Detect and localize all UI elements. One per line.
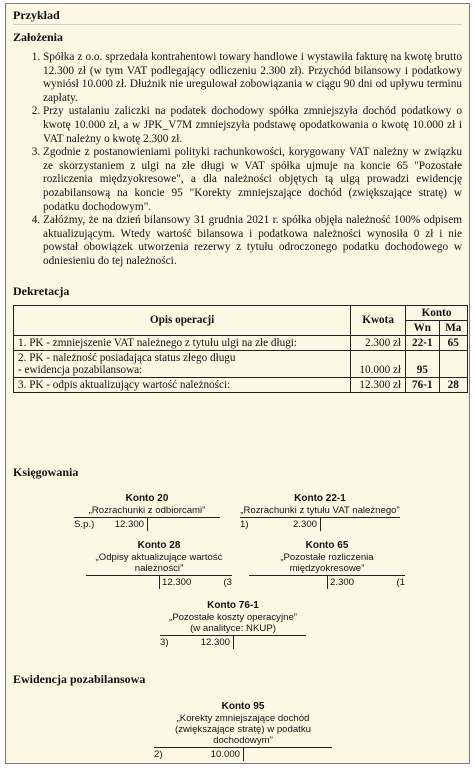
debit-ref: 3) — [160, 637, 169, 648]
account-name: Konto 20 — [125, 493, 169, 504]
account-name: Konto 22-1 — [294, 493, 346, 504]
t-account-divider — [147, 518, 148, 531]
assumption-item: 1. Spółka z o.o. sprzedała kontrahentowi towary handlowe i wystawiła fakturę na kwotę brutto 12.300 zł (w tym VAT podlegający odliczeniu 2.300 zł). Przychód bilansowy i podatkowy wyniósł 10.000 zł. Dłużnik nie uregulował zobowiązania w ciągu 90 dni od upływu terminu zapłaty. — [43, 51, 462, 105]
t-account-line — [160, 635, 306, 648]
t-account-28 — [86, 540, 232, 588]
account-description-line2: międzyokresowe” — [289, 563, 365, 574]
account-name: Konto 65 — [305, 540, 349, 551]
account-description: „Rozrachunki z odbiorcami” — [88, 505, 206, 516]
t-account-22-1 — [240, 493, 400, 530]
assumptions-list — [13, 51, 462, 269]
t-account-20 — [74, 493, 220, 530]
row-ma — [439, 350, 467, 377]
debit-ref: 2) — [154, 749, 163, 760]
assumption-item: 3. Zgodnie z postanowieniami polityki rachunkowości, korygowany VAT należny w związku ze skorzystaniem z ulgi na złe długi w VAT spółka ujmuje na koncie 65 "Pozostałe rozliczenia międzyokresowe", a dla należności objętych tą ulgą prowadzi ewidencję pozabilansową na koncie 95 "Korekty zmniejszające dochód (zwiększające stratę) w podatku dochodowym". — [43, 146, 462, 214]
col-header-amount: Kwota — [351, 305, 406, 335]
row-wn: 22-1 — [406, 335, 440, 350]
offbalance-heading: Ewidencja pozabilansowa — [13, 672, 146, 686]
col-header-operations: Opis operacji — [14, 305, 351, 335]
account-description-line2: (w analityce: NKUP) — [190, 623, 276, 634]
credit-amount: 2.300 — [330, 577, 355, 588]
debit-ref: 1) — [240, 519, 249, 530]
row-wn: 95 — [406, 350, 440, 377]
col-header-ma: Ma — [439, 320, 467, 335]
table-row — [14, 335, 468, 350]
row-description — [14, 350, 351, 377]
credit-amount: 12.300 — [162, 577, 192, 588]
table-row — [14, 350, 468, 377]
title-divider — [13, 24, 462, 25]
account-description-line1: „Korekty zmniejszające dochód — [176, 713, 310, 724]
row-description-line1: 2. PK - należność posiadająca status złego długu — [18, 351, 236, 364]
row-description: 3. PK - odpis aktualizujący wartość należności: — [14, 377, 351, 392]
assumption-item: 2. Przy ustalaniu zaliczki na podatek dochodowy spółka zmniejszyła dochód podatkowy o kwotę 10.000 zł, a w JPK_V7M zmniejszyła podstawę opodatkowania o kwotę 10.000 zł i VAT należny o kwotę 2.300 zł. — [43, 105, 462, 146]
row-wn: 76-1 — [406, 377, 440, 392]
t-account-divider — [243, 748, 244, 761]
example-panel — [5, 3, 470, 764]
row-amount: 10.000 zł — [351, 350, 406, 377]
account-name: Konto 28 — [137, 540, 181, 551]
debit-amount: 10.000 — [210, 749, 240, 760]
row-ma: 28 — [439, 377, 467, 392]
t-account-76-1 — [160, 600, 306, 648]
row-description: 1. PK - zmniejszenie VAT należnego z tytułu ulgi na złe długi: — [14, 335, 351, 350]
account-name: Konto 95 — [221, 701, 265, 712]
postings-heading: Księgowania — [13, 465, 79, 479]
col-header-account: Konto — [406, 305, 468, 320]
debit-amount: 2.300 — [292, 519, 317, 530]
panel-title: Przykład — [13, 8, 60, 22]
account-description-line1: „Odpisy aktualizujące wartość — [95, 552, 223, 563]
decretation-table — [13, 305, 468, 393]
row-description-line2: - ewidencja pozabilansowa: — [18, 363, 143, 376]
credit-ref: (1 — [396, 577, 405, 588]
assumption-item: 4. Załóżmy, że na dzień bilansowy 31 grudnia 2021 r. spółka objęła należność 100% odpisem aktualizującym. Wtedy wartość bilansowa i podatkowa należności wynosiła 0 zł i nie powstał obowiązek utworzenia rezerwy z tytułu odroczonego podatku dochodowego w odniesieniu do tej należności. — [43, 214, 462, 268]
account-name: Konto 76-1 — [207, 600, 259, 611]
t-account-line — [74, 517, 220, 530]
t-account-divider — [233, 636, 234, 649]
account-description-line1: „Pozostałe koszty operacyjne” — [169, 612, 297, 623]
t-account-line — [240, 517, 400, 530]
debit-amount: 12.300 — [114, 519, 144, 530]
debit-ref: S.p.) — [74, 519, 95, 530]
row-ma: 65 — [439, 335, 467, 350]
row-amount: 2.300 zł — [351, 335, 406, 350]
t-account-65 — [249, 540, 405, 588]
col-header-wn: Wn — [406, 320, 440, 335]
table-row — [14, 377, 468, 392]
t-account-95 — [154, 701, 332, 760]
account-description-line2: należności” — [134, 563, 184, 574]
debit-amount: 12.300 — [200, 637, 230, 648]
assumptions-heading: Założenia — [13, 30, 63, 44]
t-account-line — [86, 575, 232, 588]
account-description-line2: (zwiększające stratę) w podatku dochodowym” — [175, 724, 311, 746]
account-description: „Rozrachunki z tytułu VAT należnego” — [240, 505, 400, 516]
account-description-line1: „Pozostałe rozliczenia — [280, 552, 374, 563]
row-amount: 12.300 zł — [351, 377, 406, 392]
t-account-line — [249, 575, 405, 588]
t-account-divider — [320, 518, 321, 531]
t-account-line — [154, 747, 332, 760]
credit-ref: (3 — [223, 577, 232, 588]
decretation-heading: Dekretacja — [13, 283, 70, 298]
